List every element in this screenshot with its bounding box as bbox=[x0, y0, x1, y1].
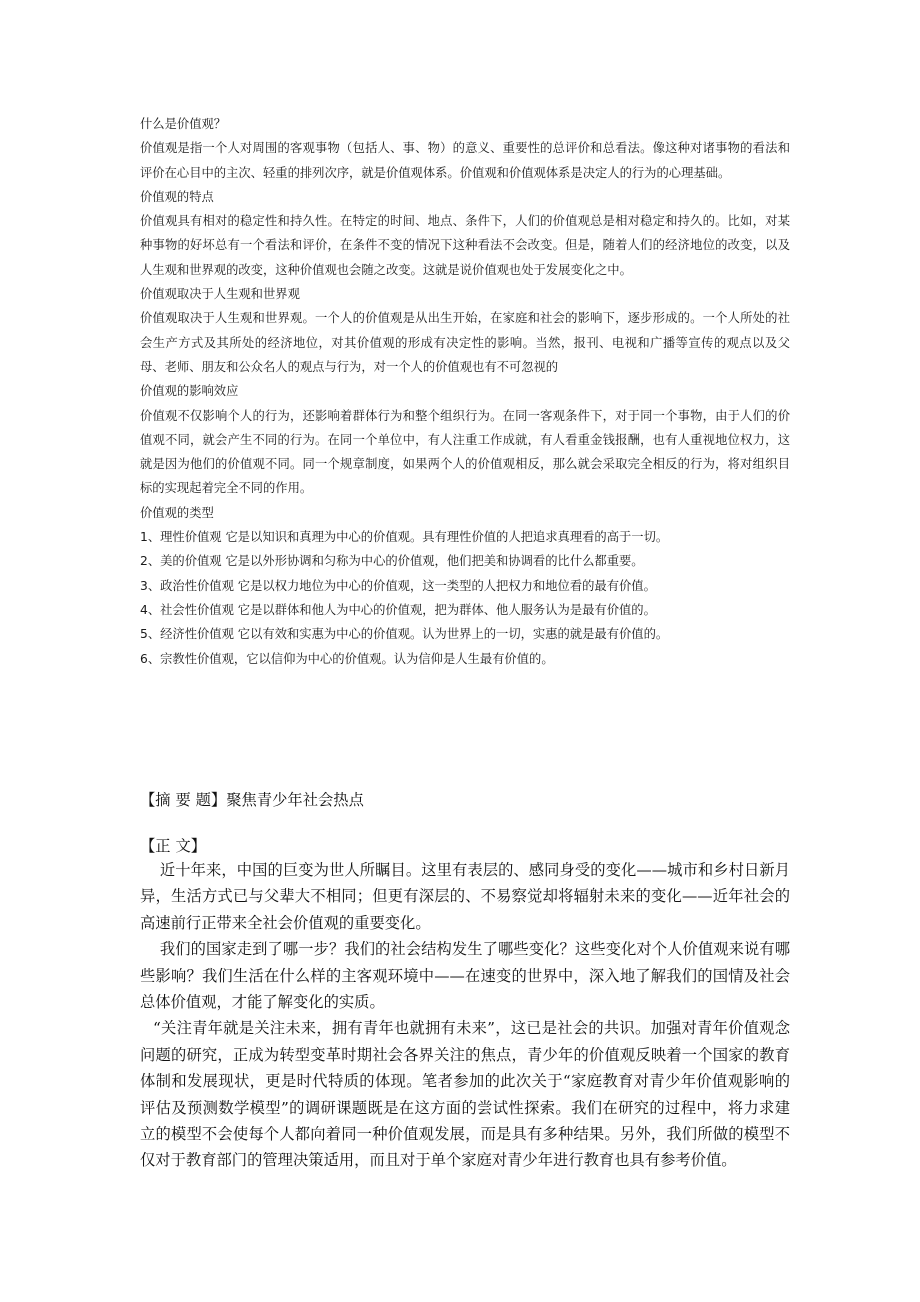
abstract-text: 聚焦青少年社会热点 bbox=[226, 791, 364, 809]
paragraph-effects: 价值观不仅影响个人的行为，还影响着群体行为和整个组织行为。在同一客观条件下，对于同一个事物，由于人们的价值观不同，就会产生不同的行为。在同一个单位中，有人注重工作成就，有人看重金钱报酬，也有人重视地位权力，这就是因为他们的价值观不同。同一个规章制度，如果两个人的价值观相反，那么就会采取完全相反的行为，将对组织目标的实现起着完全不同的作用。 bbox=[140, 408, 790, 496]
heading-effects: 价值观的影响效应 bbox=[140, 384, 239, 399]
body-paragraph: “关注青年就是关注未来，拥有青年也就拥有未来”，这已是社会的共识。加强对青年价值观念问题的研究，正成为转型变革时期社会各界关注的焦点，青少年的价值观反映着一个国家的教育体制和发展现状，更是时代特质的体现。笔者参加的此次关于“家庭教育对青少年价值观影响的评估及预测数学模型”的调研课题既是在这方面的尝试性探索。我们在研究的过程中，将力求建立的模型不会使每个人都向着同一种价值观发展，而是具有多种结果。另外，我们所做的模型不仅对于教育部门的管理决策适用，而且对于单个家庭对青少年进行教育也具有参考价值。 bbox=[140, 1019, 790, 1170]
heading-depends: 价值观取决于人生观和世界观 bbox=[140, 287, 300, 302]
paragraph-features: 价值观具有相对的稳定性和持久性。在特定的时间、地点、条件下，人们的价值观总是相对稳定和持久的。比如，对某种事物的好坏总有一个看法和评价，在条件不变的情况下这种看法不会改变。但是，随着人们的经济地位的改变，以及人生观和世界观的改变，这种价值观也会随之改变。这就是说价值观也处于发展变化之中。 bbox=[140, 214, 790, 277]
paragraph-depends: 价值观取决于人生观和世界观。一个人的价值观是从出生开始，在家庭和社会的影响下，逐步形成的。一个人所处的社会生产方式及其所处的经济地位，对其价值观的形成有决定性的影响。当然，报刊、电视和广播等宣传的观点以及父母、老师、朋友和公众名人的观点与行为，对一个人的价值观也有不可忽视的 bbox=[140, 311, 790, 374]
type-item: 1、理性价值观 它是以知识和真理为中心的价值观。具有理性价值的人把追求真理看的高于一切。 bbox=[140, 530, 669, 545]
type-item: 2、美的价值观 它是以外形协调和匀称为中心的价值观，他们把美和协调看的比什么都重要。 bbox=[140, 554, 644, 569]
type-item: 3、政治性价值观 它是以权力地位为中心的价值观，这一类型的人把权力和地位看的最有价值。 bbox=[140, 578, 656, 593]
body-paragraph: 我们的国家走到了哪一步？我们的社会结构发生了哪些变化？这些变化对个人价值观来说有哪些影响？我们生活在什么样的主客观环境中——在速变的世界中，深入地了解我们的国情及社会总体价值观，才能了解变化的实质。 bbox=[140, 940, 790, 1012]
abstract-label: 【摘 要 题】 bbox=[140, 791, 227, 809]
values-overview-section bbox=[140, 112, 790, 671]
article-body bbox=[140, 857, 790, 1174]
heading-what-is-values: 什么是价值观？ bbox=[140, 117, 227, 131]
body-label: 【正 文】 bbox=[140, 837, 207, 855]
type-item: 4、社会性价值观 它是以群体和他人为中心的价值观，把为群体、他人服务认为是最有价值的。 bbox=[140, 602, 656, 617]
heading-features: 价值观的特点 bbox=[140, 189, 214, 204]
body-paragraph: 近十年来，中国的巨变为世人所瞩目。这里有表层的、感同身受的变化——城市和乡村日新月异，生活方式已与父辈大不相同；但更有深层的、不易察觉却将辐射未来的变化——近年社会的高速前行正带来全社会价值观的重要变化。 bbox=[140, 861, 790, 932]
abstract-line bbox=[140, 787, 790, 813]
paragraph-definition: 价值观是指一个人对周围的客观事物（包括人、事、物）的意义、重要性的总评价和总看法。像这种对诸事物的看法和评价在心目中的主次、轻重的排列次序，就是价值观体系。价值观和价值观体系是决定人的行为的心理基础。 bbox=[140, 141, 790, 180]
heading-types: 价值观的类型 bbox=[140, 505, 214, 520]
type-item: 6、宗教性价值观，它以信仰为中心的价值观。认为信仰是人生最有价值的。 bbox=[140, 651, 554, 666]
type-item: 5、经济性价值观 它以有效和实惠为中心的价值观。认为世界上的一切，实惠的就是最有价值的。 bbox=[140, 627, 669, 642]
